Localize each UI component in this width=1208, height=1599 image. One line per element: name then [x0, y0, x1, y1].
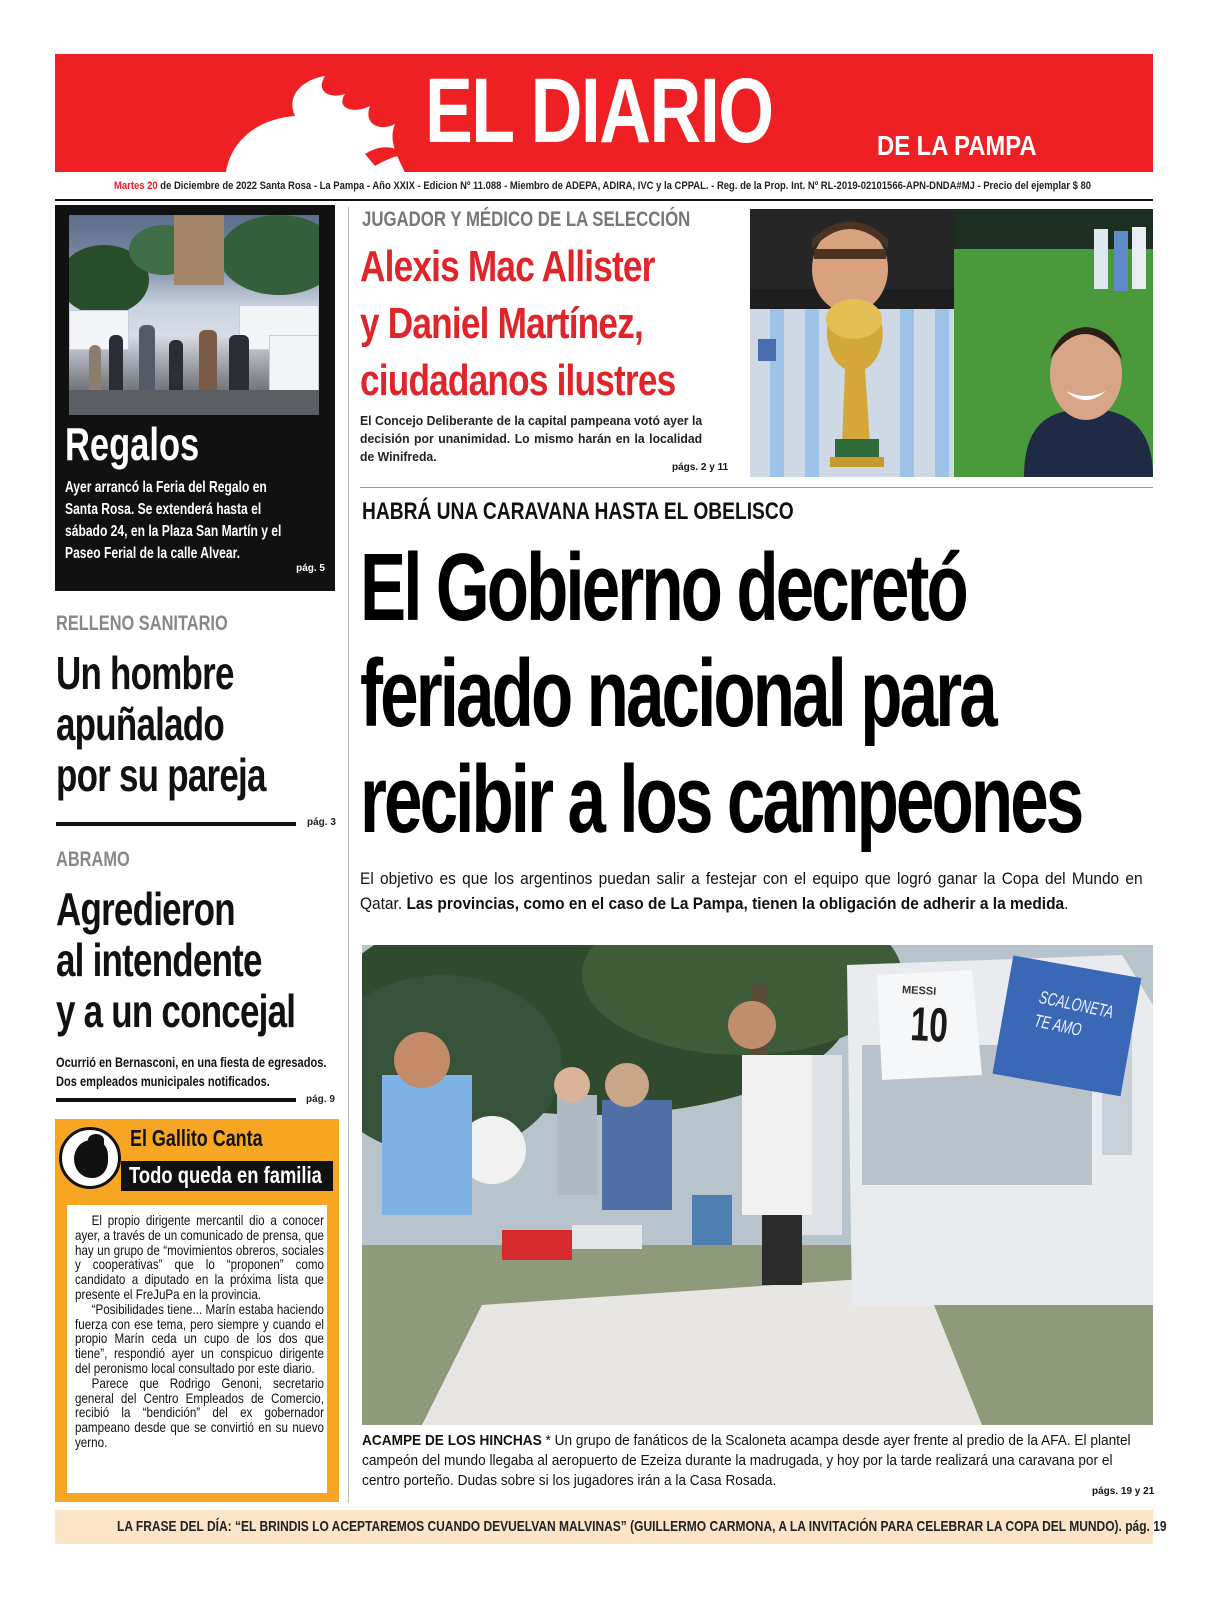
caption-text: * Un grupo de fanáticos de la Scaloneta acampa desde ayer frente al predio de la AFA. El plantel campeón del mundo llegaba al aeropuerto de Ezeiza durante la madrugada, y hoy por la tarde realizará una caravana por el centro porteño. Dudas sobre si los jugadores irán a la Casa Rosada.	[362, 1432, 1131, 1489]
main-story-kicker: HABRÁ UNA CARAVANA HASTA EL OBELISCO	[362, 498, 794, 525]
column-divider	[348, 207, 349, 1503]
masthead-subtitle: DE LA PAMPA	[877, 130, 1037, 161]
top-rule	[55, 199, 1153, 201]
martinez-selfie-photo	[954, 209, 1153, 477]
frase-del-dia-text: LA FRASE DEL DÍA: “EL BRINDIS LO ACEPTAREMOS CUANDO DEVUELVAN MALVINAS” (GUILLERMO CARMONA, A LA INVITACIÓN PARA CELEBRAR LA COPA DEL MUNDO). pág. 19	[117, 1518, 1167, 1535]
gallito-paragraph: Parece que Rodrigo Genoni, secretario general del Centro Empleados de Comercio, recibió la “bendición” del ex gobernador pampeano desde que se convirtió en su nuevo yerno.	[75, 1374, 324, 1450]
top-story-page-ref: págs. 2 y 11	[672, 462, 729, 473]
fan-flag-text: SCALONETA TE AMO	[1032, 986, 1115, 1040]
regalos-headline[interactable]: Regalos	[65, 418, 200, 470]
abramo-page-ref: pág. 9	[306, 1094, 335, 1105]
abramo-summary-line: Ocurrió en Bernasconi, en una fiesta de egresados.	[56, 1054, 327, 1070]
relleno-page-ref: pág. 3	[307, 817, 336, 828]
jersey-name: MESSI	[901, 984, 937, 998]
gallito-subtitle: Todo queda en familia	[129, 1162, 322, 1188]
top-story-headline-line: ciudadanos ilustres	[360, 356, 676, 405]
main-story-headline[interactable]	[360, 535, 1081, 853]
relleno-headline-line: apuñalado	[56, 698, 224, 750]
main-story-headline-line: recibir a los campeones	[360, 746, 1082, 853]
abramo-headline-line: y a un concejal	[56, 985, 296, 1037]
lead-end: .	[1064, 894, 1069, 913]
main-story-headline-line: feriado nacional para	[360, 640, 995, 747]
abramo-summary-line: Dos empleados municipales notificados.	[56, 1073, 270, 1089]
mac-allister-trophy-photo	[750, 209, 954, 477]
regalos-summary	[65, 477, 330, 565]
gallito-canta-box[interactable]	[55, 1119, 339, 1502]
hinchas-camp-photo	[362, 945, 1153, 1425]
relleno-kicker: RELLENO SANITARIO	[56, 612, 228, 635]
relleno-headline-line: por su pareja	[56, 749, 266, 801]
top-story-headline-line: Alexis Mac Allister	[360, 242, 655, 291]
regalos-page-ref: pág. 5	[296, 563, 325, 574]
masthead-title: EL DIARIO	[425, 60, 773, 162]
regalos-box[interactable]	[55, 205, 335, 591]
main-story-lead	[360, 866, 1143, 916]
lead-bold: Las provincias, como en el caso de La Pampa, tienen la obligación de adherir a la medida	[406, 894, 1065, 913]
top-story-kicker: JUGADOR Y MÉDICO DE LA SELECCIÓN	[362, 208, 691, 231]
masthead	[55, 54, 1153, 172]
jersey-number: 10	[909, 997, 950, 1053]
dateline-date: Martes 20	[114, 180, 158, 192]
photo-caption	[362, 1431, 1154, 1491]
gallito-title: El Gallito Canta	[130, 1125, 263, 1151]
dateline-info: de Diciembre de 2022 Santa Rosa - La Pampa - Año XXIX - Edicion Nº 11.088 - Miembro de ADEPA, ADIRA, IVC y la CPPAL. - Reg. de la Prop. Int. Nº RL-2019-02101566-APN-DNDA#MJ - Precio del ejemplar $ 80	[157, 180, 1092, 192]
main-story-headline-line: El Gobierno decretó	[360, 534, 966, 641]
regalos-feria-photo	[69, 215, 319, 415]
caption-title: ACAMPE DE LOS HINCHAS	[362, 1432, 542, 1449]
frase-del-dia-bar[interactable]	[55, 1510, 1167, 1544]
gallito-body	[67, 1205, 327, 1493]
relleno-headline[interactable]	[56, 648, 266, 801]
relleno-rule	[56, 822, 296, 826]
abramo-headline[interactable]	[56, 884, 295, 1037]
mid-rule	[360, 487, 1153, 488]
rooster-logo-icon	[215, 74, 415, 172]
rooster-badge-icon	[59, 1127, 121, 1189]
gallito-header	[55, 1119, 339, 1195]
abramo-rule	[56, 1098, 296, 1102]
dateline	[114, 180, 1092, 192]
relleno-headline-line: Un hombre	[56, 647, 234, 699]
lead-plain: El objetivo es que los argentinos puedan salir a festejar con el equipo que logró ganar la Copa del Mundo en Qatar.	[360, 869, 1143, 913]
caption-page-ref: págs. 19 y 21	[1092, 1486, 1155, 1497]
top-story-headline-line: y Daniel Martínez,	[360, 299, 643, 348]
top-story-headline[interactable]	[360, 238, 675, 409]
gallito-paragraph: El propio dirigente mercantil dio a conocer ayer, a través de un comunicado de prensa, que hay un grupo de “movimientos obreros, sociales y cooperativas” que lo “proponen” como candidato a diputado en la próxima lista que presente el FreJuPa en la provincia.	[75, 1212, 324, 1302]
abramo-summary	[56, 1053, 326, 1091]
gallito-paragraph: “Posibilidades tiene... Marín estaba haciendo fuerza con ese tema, pero siempre y cuando el propio Marín ceda un cupo de los dos que tiene”, respondió ayer un conspicuo dirigente del peronismo local consultado por este diario.	[75, 1300, 324, 1376]
top-story-summary: El Concejo Deliberante de la capital pampeana votó ayer la decisión por unanimidad. Lo mismo harán en la localidad de Winifreda.	[360, 413, 703, 464]
regalos-line: Paseo Ferial de la calle Alvear.	[65, 545, 240, 562]
regalos-line: sábado 24, en la Plaza San Martín y el	[65, 523, 282, 540]
regalos-line: Santa Rosa. Se extenderá hasta el	[65, 501, 262, 518]
abramo-headline-line: Agredieron	[56, 883, 235, 935]
abramo-kicker: ABRAMO	[56, 848, 130, 871]
gallito-text	[75, 1213, 324, 1450]
regalos-line: Ayer arrancó la Feria del Regalo en	[65, 479, 267, 496]
abramo-headline-line: al intendente	[56, 934, 262, 986]
